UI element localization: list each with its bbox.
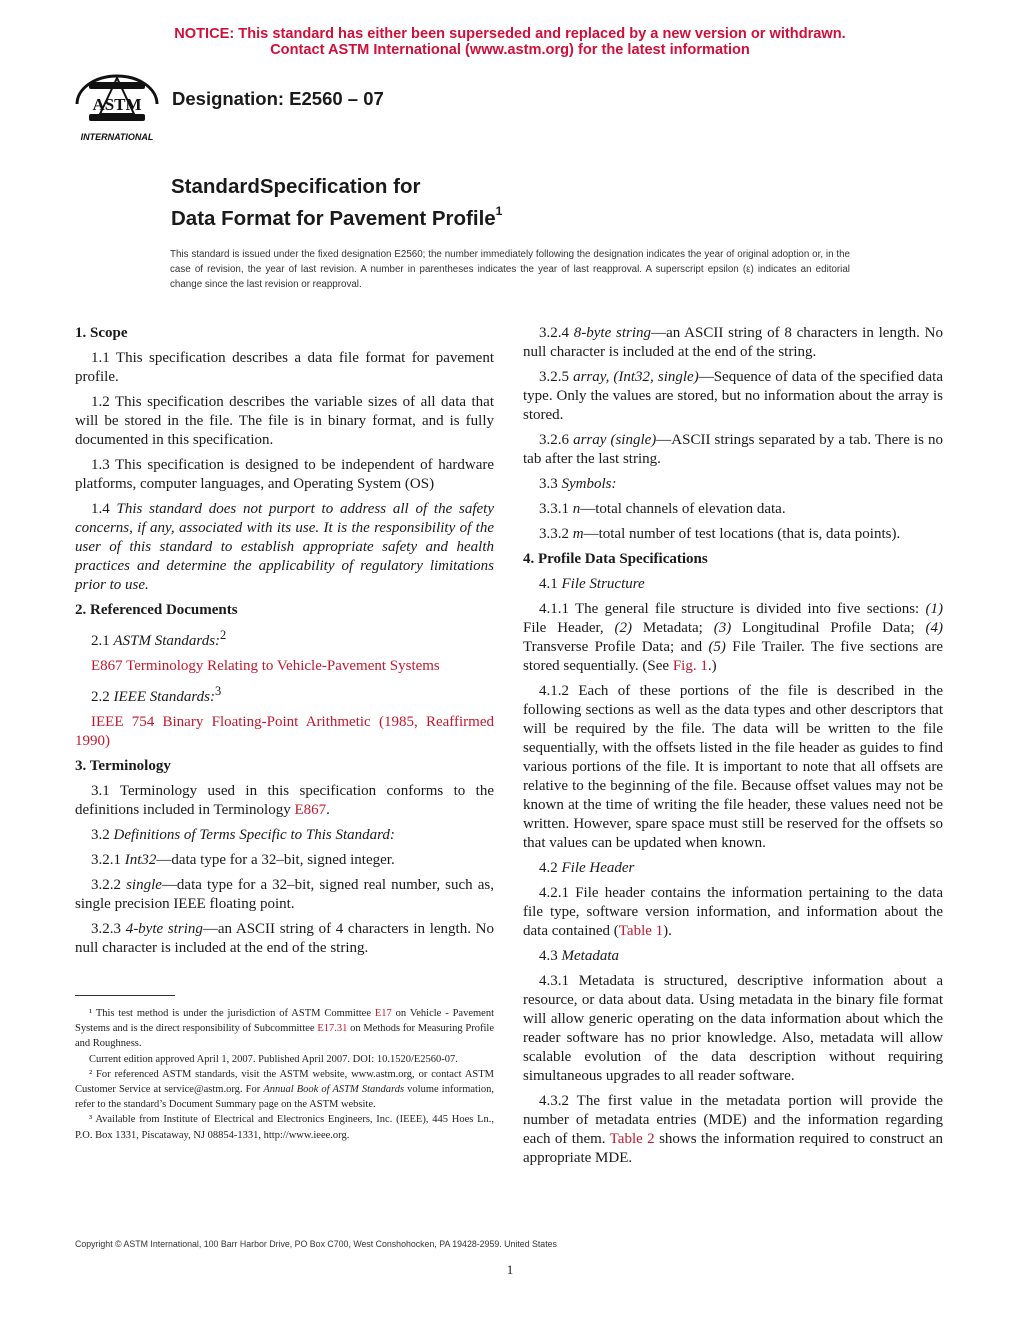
para-4-3-2: 4.3.2 The first value in the metadata portion will provide the number of metadata entries (MDE) and the information regarding each of them. Table 2 shows the information required to construct an appropriate MDE. — [523, 1093, 943, 1166]
para-4-3-1: 4.3.1 Metadata is structured, descriptive information about a resource, or data about data. Using metadata in the binary file format will allow generic operating on the data information about which the reader software has no prior knowledge. Also, metadata will allow scalable evolution of the data description without requiring simultaneous upgrades to all reader software. — [523, 973, 943, 1084]
para-3-2-1: 3.2.1 Int32—data type for a 32–bit, signed integer. — [91, 852, 395, 868]
e867-title[interactable]: Terminology Relating to Vehicle-Pavement Systems — [122, 658, 440, 674]
notice-line-2: Contact ASTM International (www.astm.org) for the latest information — [270, 42, 750, 58]
para-3-1: 3.1 Terminology used in this specification conforms to the definitions included in Terminology E867. — [75, 783, 494, 818]
logo-bottom-text: INTERNATIONAL — [80, 132, 154, 142]
table-1-link[interactable]: Table 1 — [618, 923, 664, 939]
title-footnote-ref: 1 — [495, 204, 503, 218]
e867-inline-link[interactable]: E867 — [294, 802, 327, 818]
para-4-3: 4.3 Metadata — [539, 948, 619, 964]
section-terminology-heading: 3. Terminology — [75, 758, 171, 774]
para-4-1-2: 4.1.2 Each of these portions of the file is described in the following sections as well as the data types and other descriptors that will be required by the file. The data will be written to the file sequentially, with the offsets listed in the file header as guides to find various portions of the file. It is important to note that all offsets are relative to the beginning of the file. Because offset values may not be known at the time of writing the file header, these values need not be written. However, spare space must still be reserved for the offsets so that values can be updated when known. — [523, 683, 943, 851]
para-1-2: 1.2 This specification describes the variable sizes of all data that will be stored in the file. The file is in binary format, and is fully documented in this specification. — [75, 394, 494, 448]
notice-line-1: NOTICE: This standard has either been superseded and replaced by a new version or withdrawn. — [174, 26, 846, 42]
ref-e867[interactable] — [75, 657, 494, 676]
para-3-3: 3.3 Symbols: — [539, 476, 617, 492]
para-2-2: 2.2 IEEE Standards:$^3$ — [91, 684, 222, 705]
para-4-2-1: 4.2.1 File header contains the information pertaining to the data file type, software version information, and information about the data contained (Table 1). — [523, 885, 943, 939]
page-number: 1 — [506, 1262, 514, 1277]
para-3-2-3: 3.2.3 4-byte string—an ASCII string of 4 characters in length. No null character is included at the end of the string. — [75, 921, 494, 956]
section-scope-heading: 1. Scope — [75, 325, 128, 341]
e17-link[interactable]: E17 — [374, 1008, 392, 1019]
para-1-3: 1.3 This specification is designed to be independent of hardware platforms, computer languages, and Operating System (OS) — [75, 457, 494, 492]
ieee754-title[interactable]: Binary Floating-Point Arithmetic (1985, Reaffirmed 1990) — [75, 714, 494, 749]
e867-link[interactable]: E867 — [91, 658, 123, 674]
para-3-2-2: 3.2.2 single—data type for a 32–bit, signed real number, such as, single precision IEEE floating point. — [75, 877, 494, 912]
left-column — [75, 324, 494, 964]
para-4-1-1: 4.1.1 The general file structure is divided into five sections: (1) File Header, (2) Metadata; (3) Longitudinal Profile Data; (4) Transverse Profile Data; and (5) File Trailer. The five sections are stored sequentially. (See Fig. 1.) — [523, 601, 943, 674]
para-1-4: 1.4 This standard does not purport to address all of the safety concerns, if any, associated with its use. It is the responsibility of the user of this standard to establish appropriate safety and health practices and determine the applicability of regulatory limitations prior to use. — [75, 501, 495, 593]
title-line-2-text: Data Format for Pavement Profile — [171, 206, 496, 230]
footnote-1: ¹ This test method is under the jurisdiction of ASTM Committee E17 on Vehicle - Pavement Systems and is the direct responsibility of Subcommittee E17.31 on Methods for Measuring Profile and Roughness. — [75, 1008, 494, 1050]
intro-paragraph: This standard is issued under the fixed designation E2560; the number immediately following the designation indicates the year of original adoption or, in the case of revision, the year of last revision. A number in parentheses indicates the year of last reapproval. A superscript epsilon (ε) indicates an editorial change since the last revision or reapproval. — [170, 249, 850, 290]
section-referenced-docs-heading: 2. Referenced Documents — [75, 602, 238, 618]
para-3-3-2: 3.3.2 m—total number of test locations (that is, data points). — [539, 526, 901, 542]
footnote-3: ³ Available from Institute of Electrical and Electronics Engineers, Inc. (IEEE), 445 Hoes Ln., P.O. Box 1331, Piscataway, NJ 08854-1331, http://www.ieee.org. — [75, 1114, 494, 1141]
section-profile-data-heading: 4. Profile Data Specifications — [523, 551, 708, 567]
footnote-2: ² For referenced ASTM standards, visit the ASTM website, www.astm.org, or contact ASTM Customer Service at service@astm.org. For Annual Book of ASTM Standards volume information, refer to the standard’s Document Summary page on the ASTM website. — [75, 1068, 494, 1111]
footnote-divider — [75, 995, 175, 996]
page-title — [171, 174, 502, 232]
para-4-2: 4.2 File Header — [539, 860, 635, 876]
title-line-2 — [171, 200, 502, 232]
right-column — [523, 324, 943, 1174]
astm-logo — [72, 74, 162, 148]
e17-31-link[interactable]: E17.31 — [317, 1023, 348, 1035]
ref-ieee754[interactable] — [75, 713, 494, 751]
designation: Designation: E2560 – 07 — [172, 88, 384, 109]
footnote-1-edition: Current edition approved April 1, 2007. Published April 2007. DOI: 10.1520/E2560-07. — [89, 1053, 458, 1065]
para-3-2-4: 3.2.4 8-byte string—an ASCII string of 8 characters in length. No null character is included at the end of the string. — [523, 325, 943, 360]
para-3-2: 3.2 Definitions of Terms Specific to This Standard: — [91, 827, 395, 843]
withdrawal-notice — [0, 26, 1020, 58]
para-3-2-6: 3.2.6 array (single)—ASCII strings separated by a tab. There is no tab after the last string. — [523, 432, 944, 467]
para-3-3-1: 3.3.1 n—total channels of elevation data. — [539, 501, 786, 517]
table-2-link[interactable]: Table 2 — [609, 1131, 655, 1147]
title-line-1: StandardSpecification for — [171, 175, 421, 198]
para-2-1: 2.1 ASTM Standards:$^2$ — [91, 628, 227, 649]
ieee754-link[interactable]: IEEE 754 — [91, 714, 155, 730]
para-1-1: 1.1 This specification describes a data file format for pavement profile. — [75, 350, 494, 385]
logo-top-text: ASTM — [92, 95, 142, 114]
para-3-2-5: 3.2.5 array, (Int32, single)—Sequence of data of the specified data type. Only the values are stored, but no information about the array is stored. — [523, 369, 943, 423]
para-4-1: 4.1 File Structure — [539, 576, 645, 592]
footnotes — [75, 1006, 494, 1143]
fig-1-link[interactable]: Fig. 1 — [672, 658, 708, 674]
copyright: Copyright © ASTM International, 100 Barr Harbor Drive, PO Box C700, West Conshohocken, PA 19428-2959. United States — [75, 1239, 557, 1249]
